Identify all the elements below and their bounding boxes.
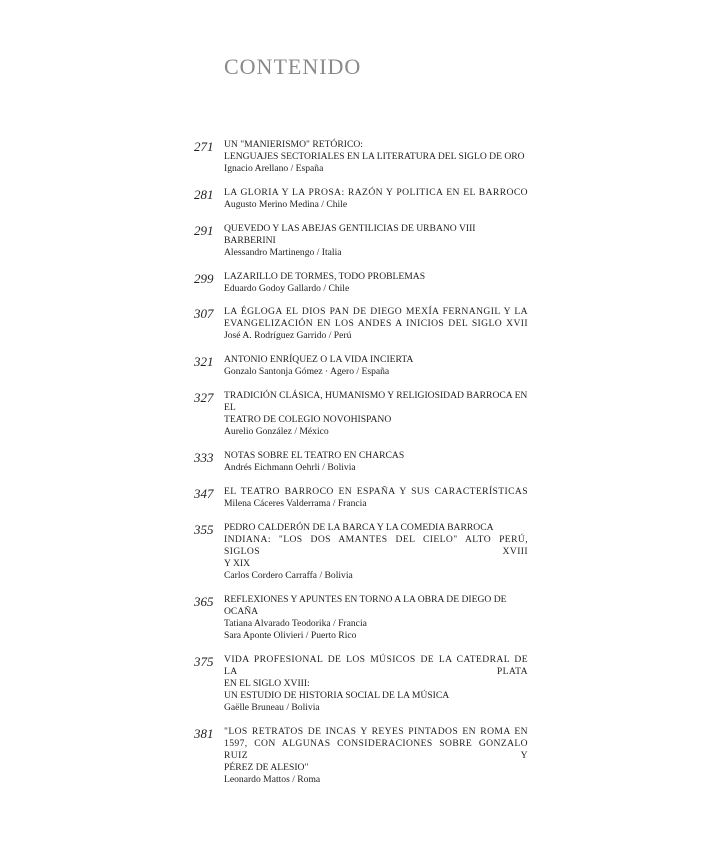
toc-author: Gaëlle Bruneau / Bolivia [224, 702, 320, 713]
toc-title-line: LA GLORIA Y LA PROSA: RAZÓN Y POLITICA EN EL BARROCO [224, 187, 528, 198]
toc-entry [194, 726, 528, 786]
toc-author: Leonardo Mattos / Roma [224, 774, 321, 785]
toc-title-line: 1597, CON ALGUNAS CONSIDERACIONES SOBRE GONZALO RUIZ Y [224, 738, 528, 761]
toc-page-number: 321 [194, 354, 214, 369]
toc-title-line: TRADICIÓN CLÁSICA, HUMANISMO Y RELIGIOSIDAD BARROCA EN EL [224, 390, 528, 413]
toc-page-number: 355 [194, 522, 214, 537]
toc-author: Aurelio González / México [224, 426, 329, 437]
toc-title-line: ANTONIO ENRÍQUEZ O LA VIDA INCIERTA [224, 354, 414, 365]
toc-title-line: EL TEATRO BARROCO EN ESPAÑA Y SUS CARACTERÍSTICAS [224, 486, 528, 497]
toc-title-line: LENGUAJES SECTORIALES EN LA LITERATURA DEL SIGLO DE ORO [224, 151, 525, 162]
toc-page-number: 333 [194, 450, 214, 465]
toc-entry-body [224, 139, 528, 175]
toc-title-line: UN ESTUDIO DE HISTORIA SOCIAL DE LA MÚSICA [224, 690, 450, 701]
toc-entry-body [224, 223, 528, 259]
toc-entry-body [224, 354, 528, 378]
toc-entry [194, 450, 528, 474]
toc-entry [194, 390, 528, 438]
toc-page-number: 365 [194, 594, 214, 609]
toc-entry [194, 654, 528, 714]
toc-entry-body [224, 187, 528, 211]
toc-entry [194, 594, 528, 642]
toc-author: Sara Aponte Olivieri / Puerto Rico [224, 630, 357, 641]
toc-author: Ignacio Arellano / España [224, 163, 324, 174]
toc-page-number: 299 [194, 271, 214, 286]
toc-page-number: 375 [194, 654, 214, 669]
toc-entry [194, 139, 528, 175]
toc-author: Eduardo Godoy Gallardo / Chile [224, 283, 350, 294]
toc-page-number: 381 [194, 726, 214, 741]
toc-author: Augusto Merino Medina / Chile [224, 199, 348, 210]
toc-title-line: EVANGELIZACIÓN EN LOS ANDES A INICIOS DEL SIGLO XVII [224, 318, 528, 329]
toc-title-line: Y XIX [224, 558, 251, 569]
toc-entry-body [224, 594, 528, 642]
toc-entry [194, 486, 528, 510]
toc-entry [194, 354, 528, 378]
toc-entry [194, 522, 528, 582]
toc-title-line: REFLEXIONES Y APUNTES EN TORNO A LA OBRA DE DIEGO DE OCAÑA [224, 594, 507, 617]
toc-title-line: "LOS RETRATOS DE INCAS Y REYES PINTADOS EN ROMA EN [224, 726, 528, 737]
toc-entry-body [224, 450, 528, 474]
toc-page-number: 307 [194, 306, 214, 321]
toc-page-number: 347 [194, 486, 214, 501]
toc-author: Carlos Cordero Carraffa / Bolivia [224, 570, 353, 581]
toc-title-line: VIDA PROFESIONAL DE LOS MÚSICOS DE LA CATEDRAL DE LA PLATA [224, 654, 528, 677]
toc-author: Gonzalo Santonja Gómez · Agero / España [224, 366, 390, 377]
toc-author: Andrés Eichmann Oehrli / Bolivia [224, 462, 356, 473]
toc-title-line: QUEVEDO Y LAS ABEJAS GENTILICIAS DE URBANO VIII BARBERINI [224, 223, 476, 246]
table-of-contents [194, 139, 528, 786]
toc-title-line: LA ÉGLOGA EL DIOS PAN DE DIEGO MEXÍA FERNANGIL Y LA [224, 306, 528, 317]
toc-title-line: NOTAS SOBRE EL TEATRO EN CHARCAS [224, 450, 405, 461]
toc-title-line: PÉREZ DE ALESIO" [224, 762, 309, 773]
toc-entry-body [224, 271, 528, 295]
toc-entry-body [224, 486, 528, 510]
toc-page-number: 291 [194, 223, 214, 238]
toc-title-line: EN EL SIGLO XVIII: [224, 678, 310, 689]
toc-author: José A. Rodríguez Garrido / Perú [224, 330, 352, 341]
toc-title-line: TEATRO DE COLEGIO NOVOHISPANO [224, 414, 392, 425]
toc-author: Milena Cáceres Valderrama / Francia [224, 498, 367, 509]
toc-entry [194, 223, 528, 259]
toc-page-number: 327 [194, 390, 214, 405]
toc-entry [194, 187, 528, 211]
toc-page-number: 271 [194, 139, 214, 154]
toc-entry-body [224, 522, 528, 582]
toc-title-line: PEDRO CALDERÓN DE LA BARCA Y LA COMEDIA BARROCA [224, 522, 494, 533]
toc-title-line: INDIANA: "LOS DOS AMANTES DEL CIELO" ALTO PERÚ, SIGLOS XVIII [224, 534, 528, 557]
toc-author: Tatiana Alvarado Teodorika / Francia [224, 618, 367, 629]
toc-page-number: 281 [194, 187, 214, 202]
toc-author: Alessandro Martinengo / Italia [224, 247, 342, 258]
toc-title-line: LAZARILLO DE TORMES, TODO PROBLEMAS [224, 271, 426, 282]
toc-title-line: UN "MANIERISMO" RETÓRICO: [224, 139, 363, 150]
toc-entry-body [224, 390, 528, 438]
toc-entry-body [224, 726, 528, 786]
toc-entry-body [224, 654, 528, 714]
toc-entry [194, 271, 528, 295]
toc-entry-body [224, 306, 528, 342]
toc-entry [194, 306, 528, 342]
page-title: CONTENIDO [224, 54, 362, 79]
